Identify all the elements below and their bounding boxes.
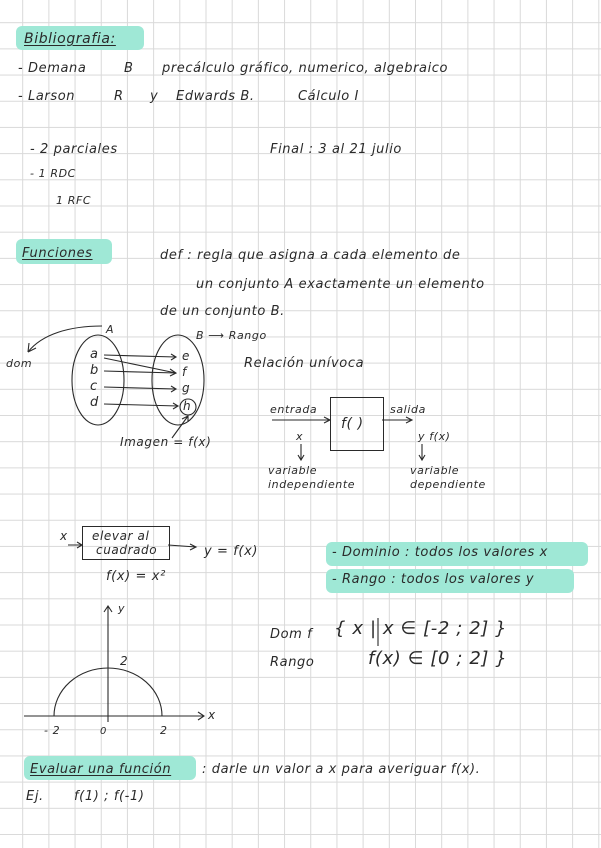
set-a-element: b <box>90 363 99 378</box>
var-dep-line-1: variable <box>410 464 460 477</box>
y-down-arrow <box>419 444 425 460</box>
entrada-arrow <box>272 417 330 423</box>
entrada-label: entrada <box>270 403 318 416</box>
x-input-label: x <box>296 430 304 443</box>
set-a-element: a <box>90 347 99 362</box>
relacion-univoca: Relación unívoca <box>244 356 365 371</box>
book-1-title: precálculo gráfico, numerico, algebraico <box>162 61 449 76</box>
graph-x-tick: - 2 <box>44 724 61 737</box>
definition-line-2: un conjunto A exactamente un elemento <box>196 277 485 292</box>
book-2-author: - Larson <box>18 89 76 104</box>
book-2-title: Cálculo I <box>298 89 359 104</box>
imagen-arrow <box>172 416 188 438</box>
dom-f-set: { x | x ∈ [-2 ; 2] } <box>334 618 508 639</box>
var-ind-line-2: independiente <box>268 478 356 491</box>
book-1-author: - Demana <box>18 61 87 76</box>
elevar-in-arrow <box>68 542 82 548</box>
elevar-line-2: cuadrado <box>96 543 158 557</box>
map-arrow-c-g <box>104 386 176 392</box>
ej-values: f(1) ; f(-1) <box>74 789 145 804</box>
var-dep-line-2: dependiente <box>410 478 486 491</box>
graph-x-tick: 0 <box>100 726 107 737</box>
elevar-line-1: elevar al <box>92 529 150 543</box>
bibliografia-heading: Bibliografia: <box>24 31 116 47</box>
ejemplo-formula: f(x) = x² <box>106 569 166 584</box>
book-2-and: y <box>150 89 159 104</box>
book-2-coauthor: Edwards B. <box>176 89 255 104</box>
set-b-element: g <box>182 381 191 395</box>
dom-label: dom <box>6 357 33 370</box>
map-arrow-a-f <box>104 358 176 376</box>
rdc-text: - 1 RDC <box>30 167 76 180</box>
final-text: Final : 3 al 21 julio <box>270 142 402 157</box>
var-ind-line-1: variable <box>268 464 318 477</box>
dominio-text: - Dominio : todos los valores x <box>332 545 548 560</box>
book-1-initial: B <box>124 61 134 76</box>
graph-x-label: x <box>208 708 216 722</box>
x-axis <box>24 712 204 720</box>
set-a-element: c <box>90 379 98 394</box>
rango-label: Rango <box>270 655 315 670</box>
ejemplo-y: y = f(x) <box>204 544 259 559</box>
y-output-label: y f(x) <box>418 430 451 443</box>
graph-y-tick: 2 <box>120 654 129 668</box>
y-axis <box>104 606 112 722</box>
rango-text: - Rango : todos los valores y <box>332 572 535 587</box>
set-b-element: h <box>183 399 192 413</box>
salida-arrow <box>382 417 412 423</box>
map-arrow-d-h <box>104 403 178 409</box>
rango-set: f(x) ∈ [0 ; 2] } <box>368 648 508 669</box>
definition-line-1: def : regla que asigna a cada elemento de <box>160 248 461 263</box>
set-b-element: f <box>182 365 187 379</box>
rfc-text: 1 RFC <box>56 194 92 207</box>
imagen-label: Imagen = f(x) <box>120 435 212 449</box>
rango-arrow-label: B ⟶ Rango <box>196 329 267 342</box>
book-2-initial: R <box>114 89 124 104</box>
evaluar-description: : darle un valor a x para averiguar f(x). <box>202 762 481 777</box>
graph-x-tick: 2 <box>160 724 168 737</box>
set-a-label: A <box>106 323 115 336</box>
dom-arrow <box>28 326 102 352</box>
evaluar-heading: Evaluar una función <box>30 762 172 777</box>
dom-f-label: Dom f <box>270 627 313 642</box>
funciones-heading: Funciones <box>22 246 93 261</box>
parciales-text: - 2 parciales <box>30 142 118 157</box>
x-down-arrow <box>298 444 304 460</box>
definition-line-3: de un conjunto B. <box>160 304 285 319</box>
elevar-out-arrow <box>168 544 196 550</box>
graph-y-label: y <box>118 602 126 615</box>
ejemplo-x: x <box>60 529 68 543</box>
salida-label: salida <box>390 403 426 416</box>
set-b-element: e <box>182 349 190 363</box>
function-box-label: f( ) <box>341 416 364 432</box>
set-a-ellipse <box>72 335 124 425</box>
ej-label: Ej. <box>26 789 44 804</box>
set-b-ellipse <box>152 335 204 425</box>
h-circle <box>180 399 196 415</box>
map-arrow-a-e <box>104 354 176 360</box>
set-a-element: d <box>90 395 99 410</box>
